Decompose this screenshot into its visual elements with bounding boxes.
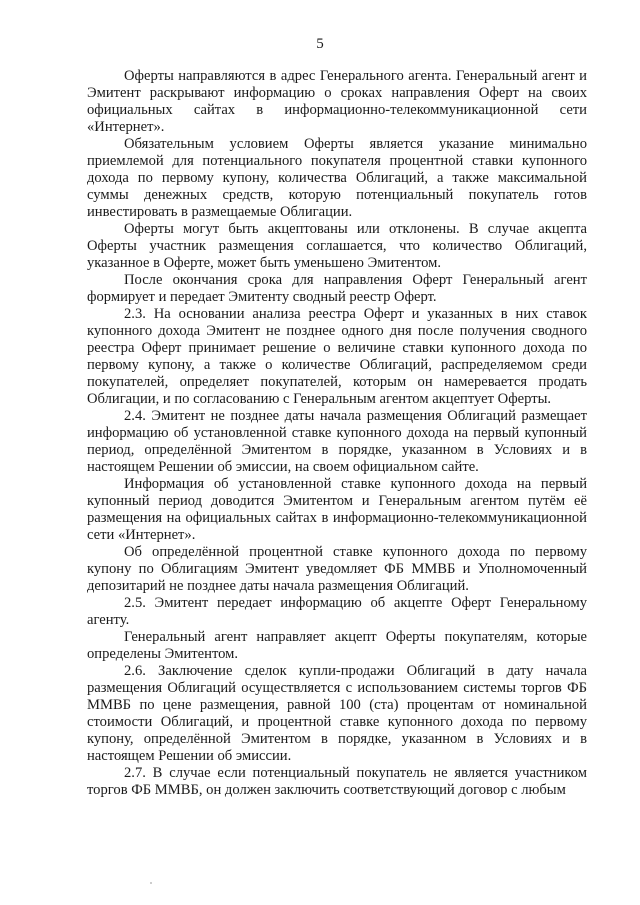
paragraph-offer-condition: Обязательным условием Оферты является указание минимально приемлемой для потенциального покупателя процентной ставки купонного дохода по первому купону, количества Облигаций, а также максимальной суммы денежных средств, которую потенциальный покупатель готов инвестировать в размещаемые Облигации. [87,136,587,220]
paragraph-2-4: 2.4. Эмитент не позднее даты начала размещения Облигаций размещает информацию об установленной ставке купонного дохода на первый купонный период, определённой Эмитентом в порядке, указанном в Условиях и в настоящем Решении об эмиссии, на своем официальном сайте. [87,408,587,475]
paragraph-offer-registry: После окончания срока для направления Оферт Генеральный агент формирует и передает Эмитенту сводный реестр Оферт. [87,272,587,305]
paragraph-coupon-rate-notice: Об определённой процентной ставке купонного дохода по первому купону по Облигациям Эмитент уведомляет ФБ ММВБ и Уполномоченный депозитарий не позднее даты начала размещения Облигаций. [87,544,587,594]
scan-artifact [150,882,152,884]
paragraph-offers-address: Оферты направляются в адрес Генерального агента. Генеральный агент и Эмитент раскрывают информацию о сроках направления Оферт на своих официальных сайтах в информационно-телекоммуникационной сети «Интернет». [87,68,587,135]
paragraph-2-6: 2.6. Заключение сделок купли-продажи Облигаций в дату начала размещения Облигаций осуществляется с использованием системы торгов ФБ ММВБ по цене размещения, равной 100 (ста) процентам от номинальной стоимости Облигаций, и процентной ставке купонного дохода по первому купону, определённой Эмитентом в порядке, указанном в Условиях и в настоящем Решении об эмиссии. [87,663,587,764]
document-body [87,68,587,799]
paragraph-offer-acceptance: Оферты могут быть акцептованы или отклонены. В случае акцепта Оферты участник размещения соглашается, что количество Облигаций, указанное в Оферте, может быть уменьшено Эмитентом. [87,221,587,271]
paragraph-2-5: 2.5. Эмитент передает информацию об акцепте Оферт Генеральному агенту. [87,595,587,628]
page-number: 5 [316,36,324,52]
paragraph-coupon-rate-info: Информация об установленной ставке купонного дохода на первый купонный период доводится Эмитентом и Генеральным агентом путём её размещения на официальных сайтах в информационно-телекоммуникационной сети «Интернет». [87,476,587,543]
paragraph-2-7: 2.7. В случае если потенциальный покупатель не является участником торгов ФБ ММВБ, он должен заключить соответствующий договор с любым [87,765,587,798]
paragraph-2-3: 2.3. На основании анализа реестра Оферт и указанных в них ставок купонного дохода Эмитент не позднее одного дня после получения сводного реестра Оферт принимает решение о величине ставки купонного дохода по первому купону, а также о количестве Облигаций, распределяемом среди покупателей, определяет покупателей, которым он намеревается продать Облигации, и по согласованию с Генеральным агентом акцептует Оферты. [87,306,587,407]
paragraph-agent-acceptance: Генеральный агент направляет акцепт Оферты покупателям, которые определены Эмитентом. [87,629,587,662]
